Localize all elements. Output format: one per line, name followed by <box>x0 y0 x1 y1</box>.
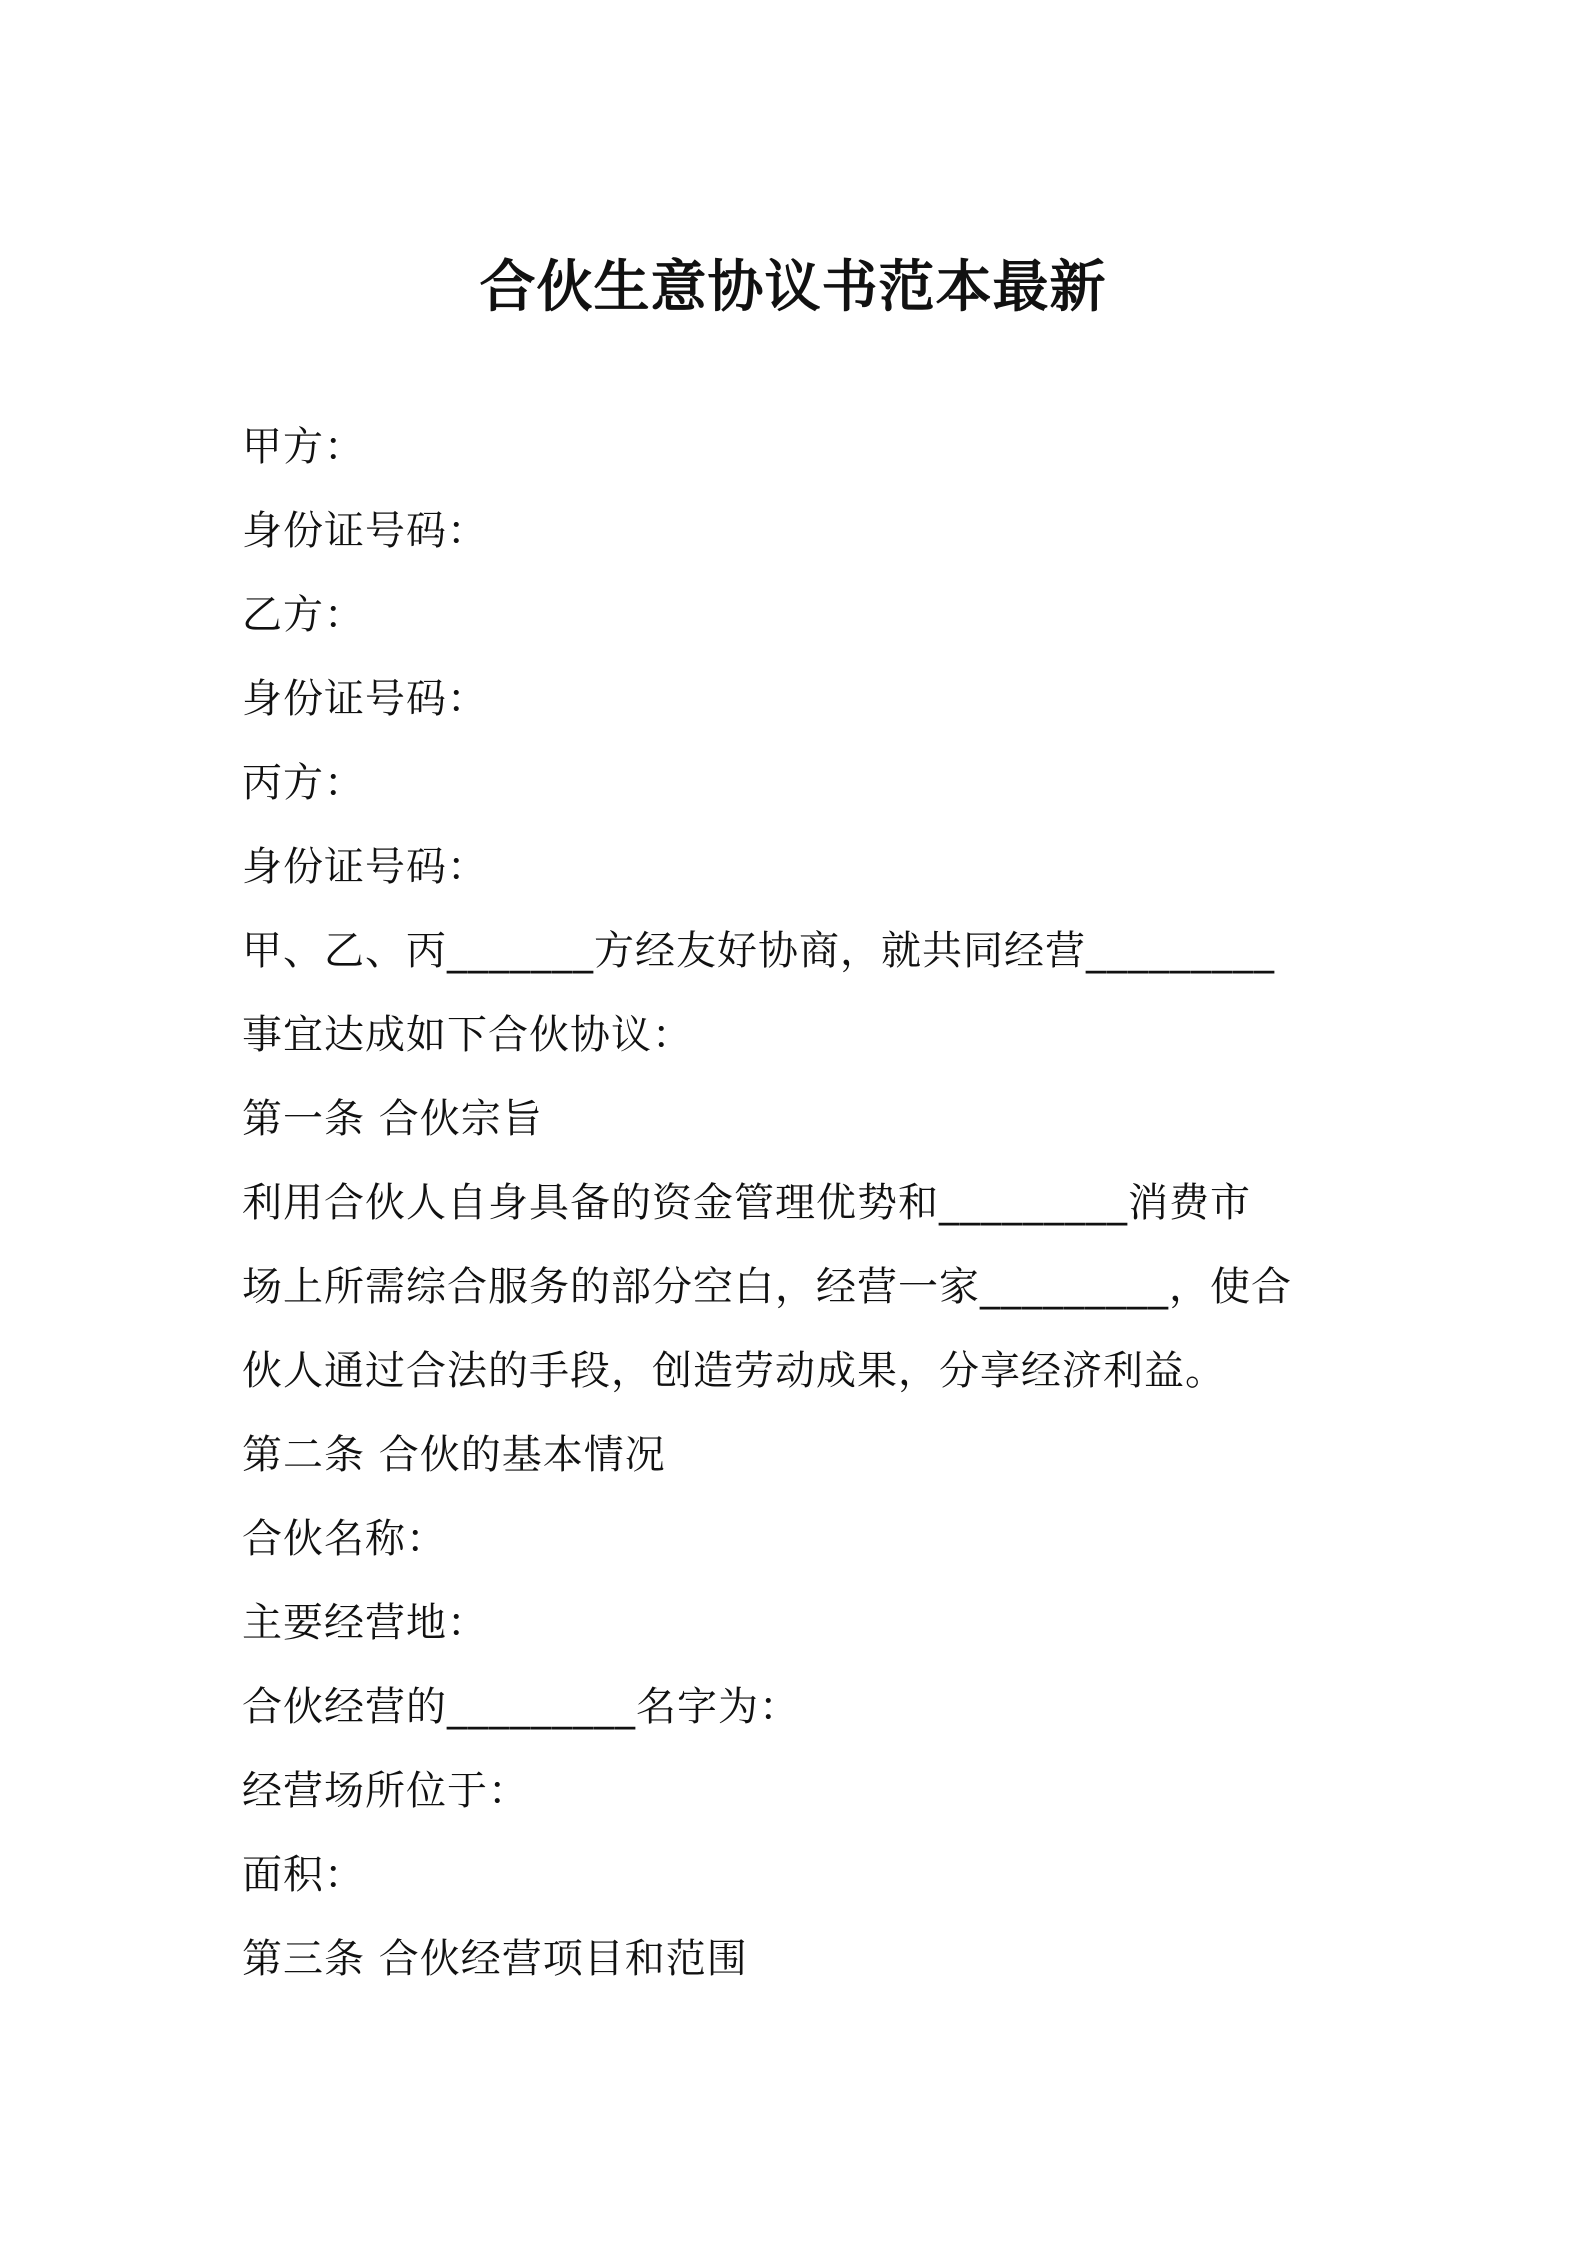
agreement-intro-line: 甲、乙、丙_______方经友好协商，就共同经营_________ <box>242 928 1275 974</box>
paragraph-line: 利用合伙人自身具备的资金管理优势和_________消费市 <box>242 1180 1251 1226</box>
paragraph-line: 场上所需综合服务的部分空白，经营一家_________，使合 <box>242 1264 1292 1310</box>
party-b-label: 乙方： <box>242 592 365 638</box>
article-heading: 第一条 合伙宗旨 <box>242 1096 543 1142</box>
area-label: 面积： <box>242 1852 365 1898</box>
party-c-label: 丙方： <box>242 760 365 806</box>
document-body <box>242 405 1362 2001</box>
party-a-label: 甲方： <box>242 424 365 470</box>
article-heading: 第二条 合伙的基本情况 <box>242 1432 666 1478</box>
party-b-id-label: 身份证号码： <box>242 676 488 722</box>
main-business-location-label: 主要经营地： <box>242 1600 488 1646</box>
business-premises-label: 经营场所位于： <box>242 1768 529 1814</box>
paragraph-line: 伙人通过合法的手段，创造劳动成果，分享经济利益。 <box>242 1348 1226 1394</box>
document-title: 合伙生意协议书范本最新 <box>479 255 1107 320</box>
party-a-id-label: 身份证号码： <box>242 508 488 554</box>
party-c-id-label: 身份证号码： <box>242 844 488 890</box>
business-name-label: 合伙经营的_________名字为： <box>242 1684 800 1730</box>
partnership-name-label: 合伙名称： <box>242 1516 447 1562</box>
agreement-intro-line: 事宜达成如下合伙协议： <box>242 1012 693 1058</box>
article-heading: 第三条 合伙经营项目和范围 <box>242 1936 748 1982</box>
